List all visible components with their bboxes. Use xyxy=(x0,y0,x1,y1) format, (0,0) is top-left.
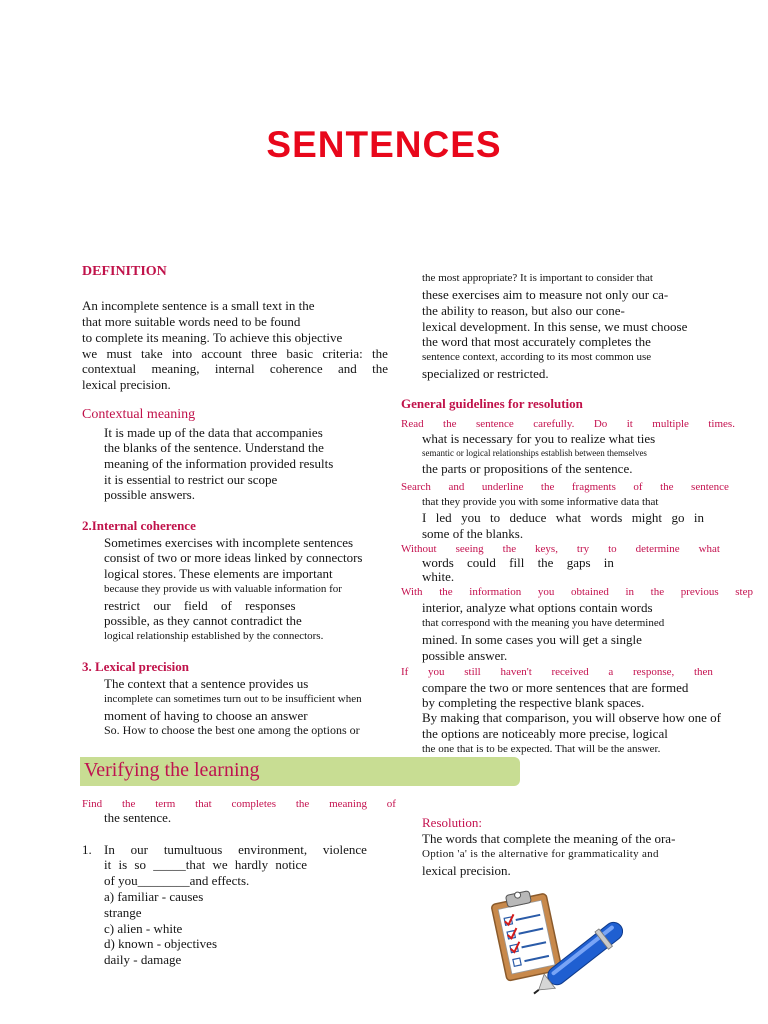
definition-line: contextual meaning, internal coherence and the xyxy=(82,361,388,376)
definition-line: An incomplete sentence is a small text in the xyxy=(82,298,315,313)
resolution-line: lexical precision. xyxy=(422,863,511,878)
lexical-line: So. How to choose the best one among the options or xyxy=(104,723,360,737)
step-line: possible answer. xyxy=(422,648,508,663)
lexical-line: The context that a sentence provides us xyxy=(104,676,309,691)
step-line: By making that comparison, you will observe how one of xyxy=(422,710,721,725)
contextual-heading: Contextual meaning xyxy=(82,407,196,422)
definition-line: lexical precision. xyxy=(82,377,171,392)
step-line: what is necessary for you to realize what ties xyxy=(422,431,656,446)
intro-line: the ability to reason, but also our cone- xyxy=(422,303,625,318)
internal-line: possible, as they cannot contradict the xyxy=(104,613,302,628)
internal-line: because they provide us with valuable information for xyxy=(104,583,342,595)
step-line: by completing the respective blank spaces. xyxy=(422,695,645,710)
option-line: strange xyxy=(104,905,142,920)
contextual-line: It is made up of the data that accompanies xyxy=(104,425,323,440)
definition-line: to complete its meaning. To achieve this objective xyxy=(82,330,343,345)
lexical-line: moment of having to choose an answer xyxy=(104,708,308,723)
instruction-lead: Find the term that completes the meaning of xyxy=(82,798,396,810)
intro-line: these exercises aim to measure not only our ca- xyxy=(422,287,669,302)
verifying-banner-label: Verifying the learning xyxy=(84,759,260,781)
verifying-banner xyxy=(80,757,520,786)
question-number: 1. xyxy=(82,842,92,857)
page-title: SENTENCES xyxy=(266,124,502,165)
resolution-line: The words that complete the meaning of the ora- xyxy=(422,831,676,846)
internal-heading: 2.Internal coherence xyxy=(82,518,196,533)
option-line: d) known - objectives xyxy=(104,936,218,951)
internal-line: logical relationship established by the connectors. xyxy=(104,630,324,642)
intro-line: lexical development. In this sense, we must choose xyxy=(422,319,688,334)
option-line: c) alien - white xyxy=(104,921,183,936)
step-line: that they provide you with some informative data that xyxy=(422,496,659,508)
lexical-heading: 3. Lexical precision xyxy=(82,659,190,674)
internal-line: Sometimes exercises with incomplete sentences xyxy=(104,535,354,550)
question-line: it is so _____that we hardly notice xyxy=(104,857,308,872)
step-line: the one that is to be expected. That will be the answer. xyxy=(422,743,661,755)
contextual-line: meaning of the information provided results xyxy=(104,456,334,471)
intro-line: the most appropriate? It is important to consider that xyxy=(422,272,653,284)
intro-line: the word that most accurately completes the xyxy=(422,334,651,349)
option-line: daily - damage xyxy=(104,952,182,967)
step-line: the parts or propositions of the sentence. xyxy=(422,461,633,476)
intro-line: sentence context, according to its most common use xyxy=(422,351,652,363)
internal-line: restrict our field of responses xyxy=(104,598,296,613)
step-lead: With the information you obtained in the previous step xyxy=(401,586,753,598)
step-line: I led you to deduce what words might go in xyxy=(422,510,704,525)
step-line: compare the two or more sentences that are formed xyxy=(422,680,689,695)
step-line: semantic or logical relationships establish between themselves xyxy=(422,448,647,458)
definition-heading: DEFINITION xyxy=(82,264,167,279)
contextual-line: possible answers. xyxy=(104,487,195,502)
contextual-line: it is essential to restrict our scope xyxy=(104,472,278,487)
intro-line: specialized or restricted. xyxy=(422,366,549,381)
definition-line: we must take into account three basic criteria: the xyxy=(82,346,388,361)
definition-line: that more suitable words need to be found xyxy=(82,314,301,329)
question-line: of you________and effects. xyxy=(104,873,250,888)
step-line: words could fill the gaps in xyxy=(422,555,614,570)
resolution-line: Option 'a' is the alternative for grammaticality and xyxy=(422,848,659,860)
instruction-tail: the sentence. xyxy=(104,810,172,825)
step-line: some of the blanks. xyxy=(422,526,524,541)
lexical-line: incomplete can sometimes turn out to be insufficient when xyxy=(104,693,362,705)
option-line: a) familiar - causes xyxy=(104,889,204,904)
step-line: that correspond with the meaning you have determined xyxy=(422,617,665,629)
step-line: white. xyxy=(422,569,455,584)
step-lead: Search and underline the fragments of the sentence xyxy=(401,481,729,493)
step-lead: Without seeing the keys, try to determine what xyxy=(401,543,720,555)
internal-line: logical stores. These elements are important xyxy=(104,566,333,581)
step-line: interior, analyze what options contain words xyxy=(422,600,653,615)
guidelines-heading: General guidelines for resolution xyxy=(401,396,583,411)
resolution-heading: Resolution: xyxy=(422,815,482,830)
step-line: the options are noticeably more precise, logical xyxy=(422,726,668,741)
step-line: mined. In some cases you will get a single xyxy=(422,632,642,647)
step-lead: If you still haven't received a response, then xyxy=(401,666,713,678)
clipboard-checklist-pen-icon xyxy=(488,884,638,1006)
contextual-line: the blanks of the sentence. Understand the xyxy=(104,440,324,455)
step-lead: Read the sentence carefully. Do it multiple times. xyxy=(401,418,735,430)
internal-line: consist of two or more ideas linked by connectors xyxy=(104,550,363,565)
question-line: In our tumultuous environment, violence xyxy=(104,842,367,857)
